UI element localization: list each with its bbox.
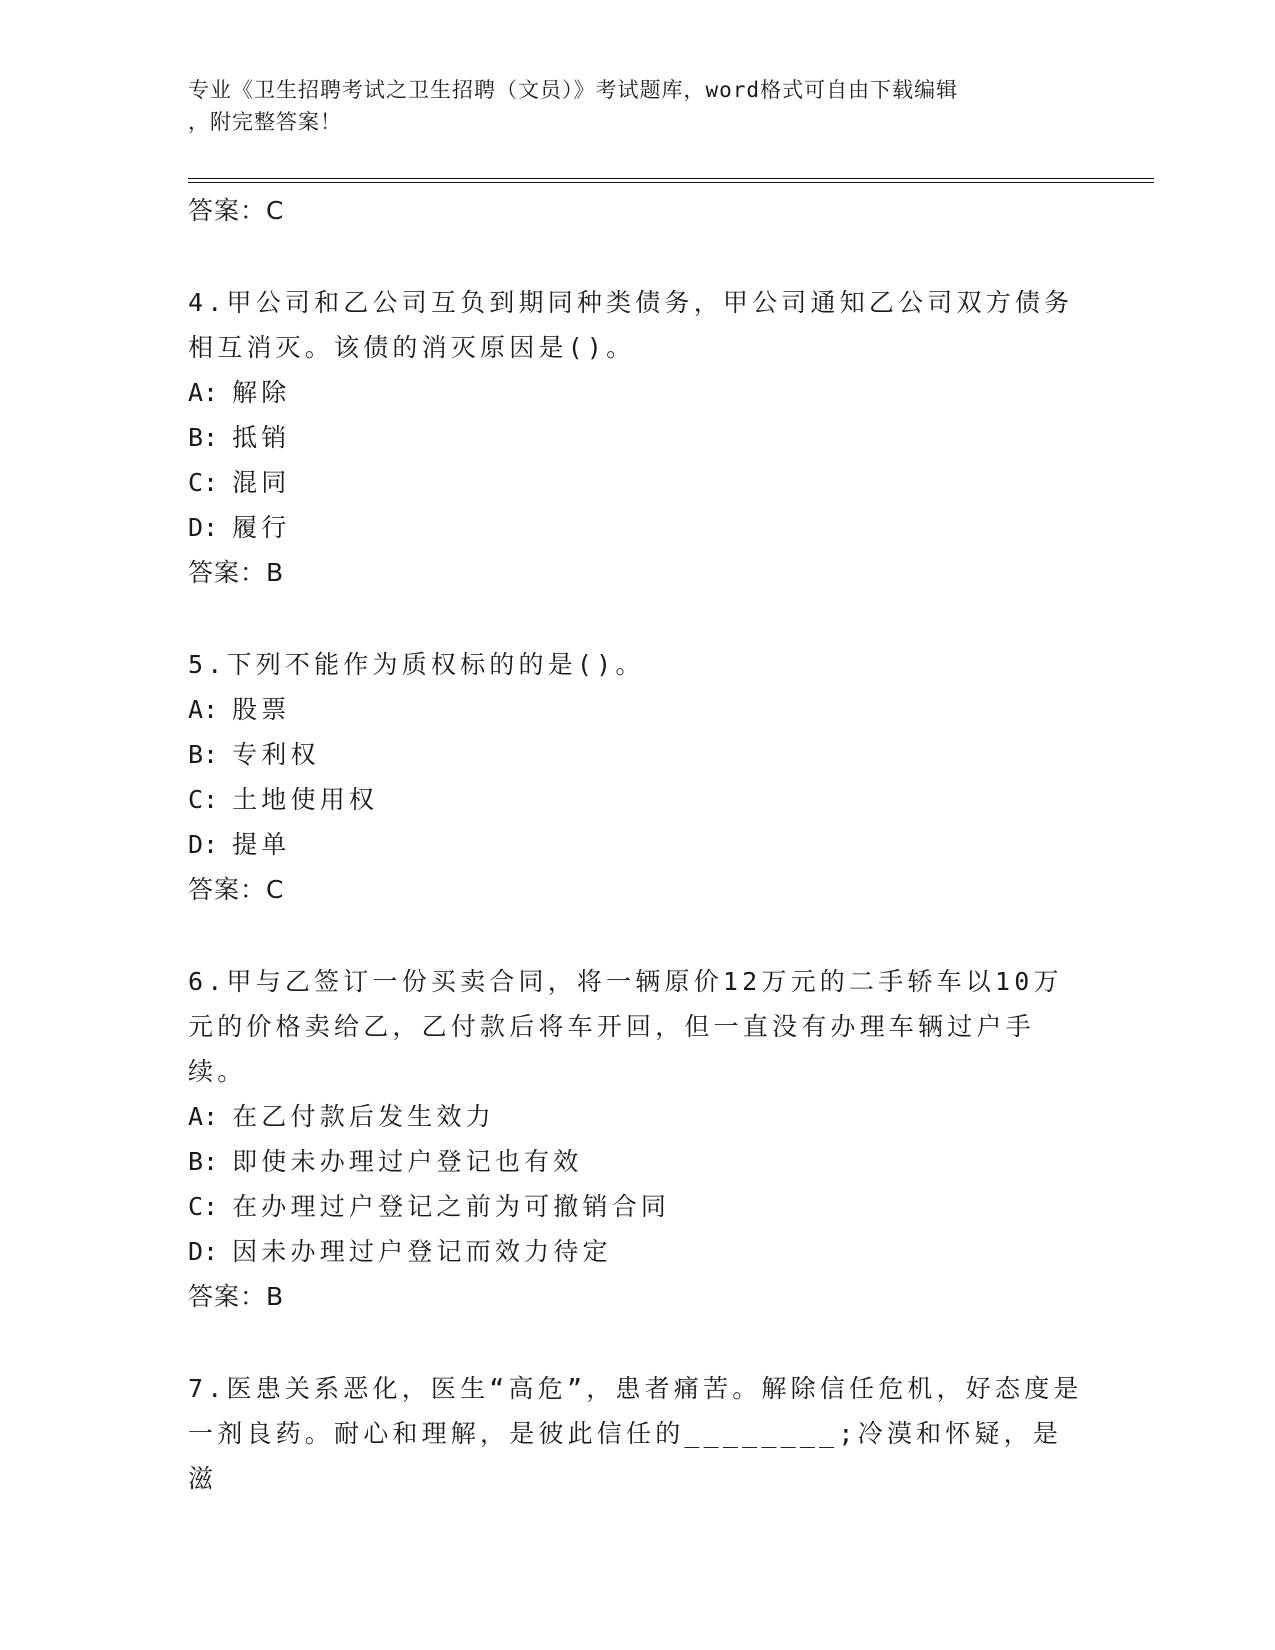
question-list — [188, 188, 1148, 1501]
option-c: C: 在办理过户登记之前为可撤销合同 — [188, 1192, 671, 1221]
spacer — [188, 1319, 1148, 1366]
option-d: D: 提单 — [188, 830, 291, 859]
option-d: D: 履行 — [188, 513, 291, 542]
question-text: 4.甲公司和乙公司互负到期同种类债务，甲公司通知乙公司双方债务相互消灭。该债的消灭原因是()。 — [188, 288, 1074, 362]
header-divider — [188, 178, 1154, 183]
spacer — [188, 912, 1148, 959]
spacer — [188, 595, 1148, 642]
option-d: D: 因未办理过户登记而效力待定 — [188, 1237, 612, 1266]
answer-line: 答案：B — [188, 1282, 285, 1311]
option-a: A: 解除 — [188, 378, 291, 407]
option-c: C: 土地使用权 — [188, 785, 379, 814]
question-item — [188, 959, 1148, 1319]
option-b: B: 抵销 — [188, 423, 291, 452]
option-b: B: 专利权 — [188, 740, 320, 769]
question-text: 7.医患关系恶化，医生“高危”，患者痛苦。解除信任危机，好态度是一剂良药。耐心和理解，是彼此信任的________;冷漠和怀疑，是滋 — [188, 1374, 1083, 1493]
question-item — [188, 642, 1148, 912]
answer-line: 答案：C — [188, 196, 285, 225]
answer-line: 答案：B — [188, 558, 285, 587]
question-text: 6.甲与乙签订一份买卖合同，将一辆原价12万元的二手轿车以10万元的价格卖给乙，乙付款后将车开回，但一直没有办理车辆过户手续。 — [188, 967, 1063, 1086]
option-c: C: 混同 — [188, 468, 291, 497]
header-line-2: ，附完整答案！ — [188, 110, 342, 134]
answer-line: 答案：C — [188, 875, 285, 904]
document-header — [188, 74, 1088, 138]
question-item — [188, 280, 1148, 595]
option-a: A: 股票 — [188, 695, 291, 724]
question-item — [188, 1366, 1148, 1501]
option-b: B: 即使未办理过户登记也有效 — [188, 1147, 583, 1176]
question-text: 5.下列不能作为质权标的的是()。 — [188, 650, 645, 679]
option-a: A: 在乙付款后发生效力 — [188, 1102, 495, 1131]
header-line-1: 专业《卫生招聘考试之卫生招聘（文员）》考试题库，word格式可自由下载编辑 — [188, 78, 959, 102]
spacer — [188, 233, 1148, 280]
